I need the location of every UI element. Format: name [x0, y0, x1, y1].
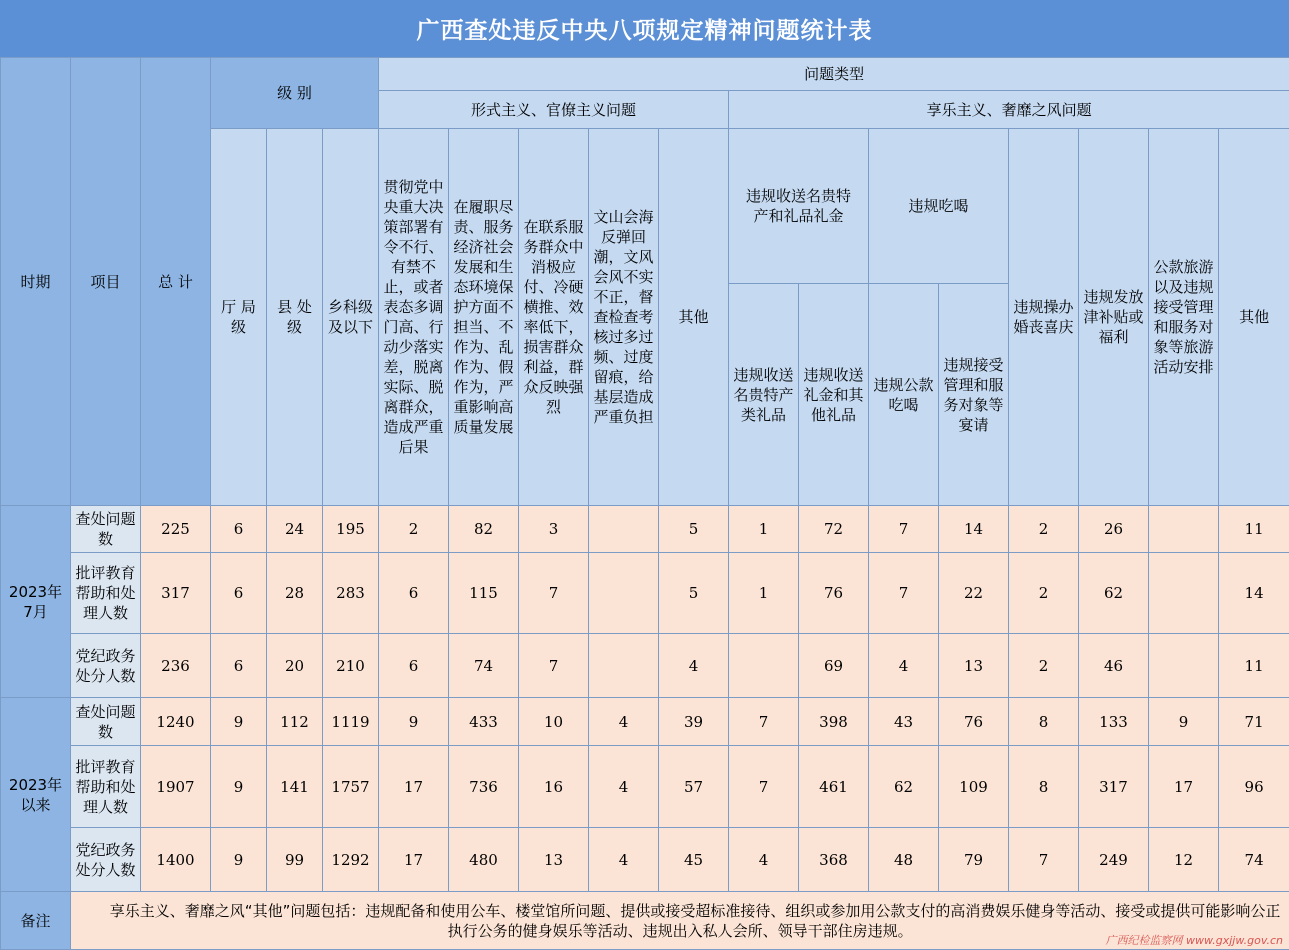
header-problem-type: 问题类型 [379, 58, 1289, 91]
cell [729, 634, 799, 698]
cell: 4 [869, 634, 939, 698]
cell: 141 [267, 746, 323, 828]
header-formalism-other: 其他 [659, 129, 729, 506]
cell: 480 [449, 828, 519, 892]
row-item: 党纪政务处分人数 [71, 828, 141, 892]
note-label: 备注 [1, 892, 71, 950]
cell: 8 [1009, 698, 1079, 746]
table-row [1, 698, 1289, 746]
cell: 13 [519, 828, 589, 892]
cell: 210 [323, 634, 379, 698]
header-level: 级 别 [211, 58, 379, 129]
cell: 17 [379, 746, 449, 828]
row-item: 批评教育帮助和处理人数 [71, 746, 141, 828]
cell: 1292 [323, 828, 379, 892]
row-item: 查处问题数 [71, 698, 141, 746]
cell: 9 [211, 698, 267, 746]
cell: 20 [267, 634, 323, 698]
cell: 236 [141, 634, 211, 698]
cell: 76 [939, 698, 1009, 746]
cell: 317 [1079, 746, 1149, 828]
cell: 17 [379, 828, 449, 892]
table-row [1, 553, 1289, 634]
cell: 1240 [141, 698, 211, 746]
cell: 283 [323, 553, 379, 634]
cell [1149, 634, 1219, 698]
cell: 7 [519, 634, 589, 698]
cell [1149, 553, 1219, 634]
header-formalism-4: 文山会海反弹回潮，文风会风不实不正，督查检查考核过多过频、过度留痕，给基层造成严重负担 [589, 129, 659, 506]
cell: 195 [323, 506, 379, 553]
cell: 16 [519, 746, 589, 828]
cell: 1 [729, 553, 799, 634]
header-meal-2: 违规接受管理和服务对象等宴请 [939, 284, 1009, 506]
cell: 11 [1219, 634, 1289, 698]
cell: 7 [869, 553, 939, 634]
cell: 4 [589, 698, 659, 746]
cell: 28 [267, 553, 323, 634]
cell: 398 [799, 698, 869, 746]
cell: 43 [869, 698, 939, 746]
cell: 6 [211, 553, 267, 634]
table-row [1, 506, 1289, 553]
cell: 4 [589, 746, 659, 828]
cell: 62 [1079, 553, 1149, 634]
cell: 736 [449, 746, 519, 828]
cell: 1757 [323, 746, 379, 828]
cell: 6 [379, 634, 449, 698]
cell: 2 [379, 506, 449, 553]
cell: 74 [449, 634, 519, 698]
cell: 7 [869, 506, 939, 553]
cell: 7 [519, 553, 589, 634]
cell [589, 553, 659, 634]
header-gift-2: 违规收送礼金和其他礼品 [799, 284, 869, 506]
header-period: 时期 [1, 58, 71, 506]
header-formalism: 形式主义、官僚主义问题 [379, 91, 729, 129]
period-label: 2023年7月 [1, 506, 71, 698]
cell: 76 [799, 553, 869, 634]
cell: 317 [141, 553, 211, 634]
header-wedding-funeral: 违规操办婚丧喜庆 [1009, 129, 1079, 506]
cell: 26 [1079, 506, 1149, 553]
cell: 433 [449, 698, 519, 746]
cell: 2 [1009, 506, 1079, 553]
header-formalism-2: 在履职尽责、服务经济社会发展和生态环境保护方面不担当、不作为、乱作为、假作为，严重影响高质量发展 [449, 129, 519, 506]
period-label: 2023年以来 [1, 698, 71, 892]
header-formalism-1: 贯彻党中央重大决策部署有令不行、有禁不止，或者表态多调门高、行动少落实差，脱离实际、脱离群众，造成严重后果 [379, 129, 449, 506]
header-item: 项目 [71, 58, 141, 506]
cell: 9 [211, 828, 267, 892]
table-row [1, 634, 1289, 698]
cell: 6 [211, 506, 267, 553]
note-text: 享乐主义、奢靡之风“其他”问题包括：违规配备和使用公车、楼堂馆所问题、提供或接受超标准接待、组织或参加用公款支付的高消费娱乐健身等活动、接受或提供可能影响公正执行公务的健身娱乐等活动、违规出入私人会所、领导干部住房违规。 [71, 892, 1289, 950]
cell: 1907 [141, 746, 211, 828]
header-meal-group: 违规吃喝 [869, 129, 1009, 284]
header-level-xiang: 乡科级及以下 [323, 129, 379, 506]
header-total: 总 计 [141, 58, 211, 506]
cell: 14 [1219, 553, 1289, 634]
statistics-table [0, 57, 1289, 950]
cell: 4 [659, 634, 729, 698]
cell: 5 [659, 553, 729, 634]
cell: 79 [939, 828, 1009, 892]
cell: 13 [939, 634, 1009, 698]
cell: 99 [267, 828, 323, 892]
row-item: 党纪政务处分人数 [71, 634, 141, 698]
cell: 9 [379, 698, 449, 746]
cell: 22 [939, 553, 1009, 634]
header-hedonism: 享乐主义、奢靡之风问题 [729, 91, 1289, 129]
cell: 115 [449, 553, 519, 634]
row-item: 查处问题数 [71, 506, 141, 553]
cell: 1 [729, 506, 799, 553]
cell: 12 [1149, 828, 1219, 892]
cell: 11 [1219, 506, 1289, 553]
cell: 2 [1009, 634, 1079, 698]
header-formalism-3: 在联系服务群众中消极应付、冷硬横推、效率低下，损害群众利益，群众反映强烈 [519, 129, 589, 506]
cell: 9 [211, 746, 267, 828]
cell: 4 [589, 828, 659, 892]
cell: 45 [659, 828, 729, 892]
cell: 17 [1149, 746, 1219, 828]
cell: 72 [799, 506, 869, 553]
watermark-logo: 广西纪检监察网 www.gxjjw.gov.cn [1105, 934, 1283, 947]
cell: 249 [1079, 828, 1149, 892]
cell: 57 [659, 746, 729, 828]
cell: 10 [519, 698, 589, 746]
cell: 7 [1009, 828, 1079, 892]
header-allowance: 违规发放津补贴或福利 [1079, 129, 1149, 506]
cell: 5 [659, 506, 729, 553]
cell: 39 [659, 698, 729, 746]
cell: 368 [799, 828, 869, 892]
cell: 461 [799, 746, 869, 828]
header-level-xian: 县 处 级 [267, 129, 323, 506]
cell [1149, 506, 1219, 553]
cell: 48 [869, 828, 939, 892]
header-hedonism-other: 其他 [1219, 129, 1289, 506]
table-title: 广西查处违反中央八项规定精神问题统计表 [0, 0, 1289, 58]
cell: 71 [1219, 698, 1289, 746]
cell: 3 [519, 506, 589, 553]
row-item: 批评教育帮助和处理人数 [71, 553, 141, 634]
header-gift-group: 违规收送名贵特产和礼品礼金 [729, 129, 869, 284]
cell: 7 [729, 698, 799, 746]
cell: 109 [939, 746, 1009, 828]
header-meal-1: 违规公款吃喝 [869, 284, 939, 506]
cell: 24 [267, 506, 323, 553]
cell: 14 [939, 506, 1009, 553]
cell: 62 [869, 746, 939, 828]
cell: 112 [267, 698, 323, 746]
table-row [1, 746, 1289, 828]
cell: 4 [729, 828, 799, 892]
cell: 1119 [323, 698, 379, 746]
cell [589, 634, 659, 698]
cell: 2 [1009, 553, 1079, 634]
cell: 7 [729, 746, 799, 828]
cell: 8 [1009, 746, 1079, 828]
cell: 225 [141, 506, 211, 553]
cell: 69 [799, 634, 869, 698]
header-travel: 公款旅游以及违规接受管理和服务对象等旅游活动安排 [1149, 129, 1219, 506]
cell: 6 [379, 553, 449, 634]
header-level-ting: 厅 局 级 [211, 129, 267, 506]
cell: 46 [1079, 634, 1149, 698]
cell [589, 506, 659, 553]
cell: 82 [449, 506, 519, 553]
table-row [1, 828, 1289, 892]
cell: 1400 [141, 828, 211, 892]
cell: 6 [211, 634, 267, 698]
cell: 74 [1219, 828, 1289, 892]
cell: 96 [1219, 746, 1289, 828]
cell: 133 [1079, 698, 1149, 746]
cell: 9 [1149, 698, 1219, 746]
header-gift-1: 违规收送名贵特产类礼品 [729, 284, 799, 506]
